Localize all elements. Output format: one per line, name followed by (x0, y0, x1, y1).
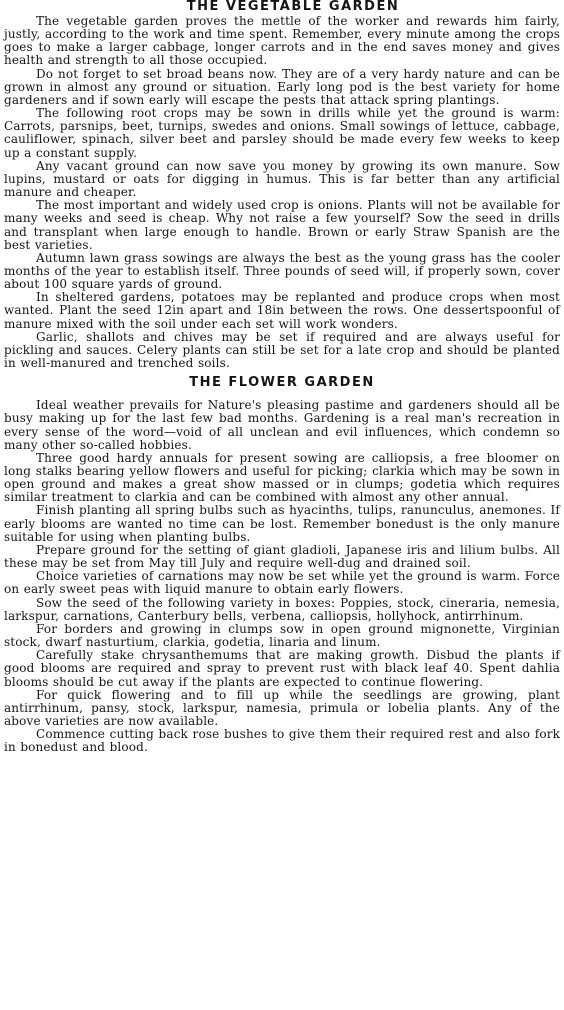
flower-paragraph: Sow the seed of the following variety in boxes: Poppies, stock, cineraria, nemesia, larkspur, carnations, Canterbury bells, verbena, calliopsis, hollyhock, antirrhinum. (4, 595, 560, 623)
newspaper-column (4, 0, 560, 754)
flower-paragraph: Choice varieties of carnations may now be set while yet the ground is warm. Force on early sweet peas with liquid manure to obtain early flowers. (4, 569, 560, 597)
flower-garden-section (4, 399, 560, 754)
vegetable-paragraph: Autumn lawn grass sowings are always the best as the young grass has the cooler months of the year to establish itself. Three pounds of seed will, if properly sown, cover about 100 square yards of ground. (4, 250, 560, 292)
vegetable-paragraph: The vegetable garden proves the mettle of the worker and rewards him fairly, justly, according to the work and time spent. Remember, every minute among the crops goes to make a larger cabbage, longer carrots and in the end saves money and gives health and strength to all those occupied. (4, 14, 560, 68)
flower-paragraph: Three good hardy annuals for present sowing are calliopsis, a free bloomer on long stalks bearing yellow flowers and useful for picking; clarkia which may be sown in open ground and makes a great show massed or in clumps; godetia which requires similar treatment to clarkia and can be combined with almost any other annual. (4, 450, 560, 505)
flower-garden-heading: THE FLOWER GARDEN (189, 375, 375, 391)
flower-paragraph: For quick flowering and to fill up while the seedlings are growing, plant antirrhinum, pansy, stock, larkspur, namesia, primula or lobelia plants. Any of the above varieties are now available. (4, 687, 560, 728)
flower-paragraph: Finish planting all spring bulbs such as hyacinths, tulips, ranunculus, anemones. If early blooms are wanted no time can be lost. Remember bonedust is the only manure suitable for using when planting bulbs. (4, 503, 560, 544)
vegetable-paragraph: The following root crops may be sown in drills while yet the ground is warm: Carrots, parsnips, beet, turnips, swedes and onions. Small sowings of lettuce, cabbage, cauliflower, spinach, silver beet and parsley should be made every few weeks to keep up a constant supply. (4, 106, 560, 160)
vegetable-paragraph: The most important and widely used crop is onions. Plants will not be available for many weeks and seed is cheap. Why not raise a few yourself? Sow the seed in drills and transplant when large enough to handle. Brown or early Straw Spanish are the best varieties. (4, 198, 560, 252)
vegetable-paragraph: In sheltered gardens, potatoes may be replanted and produce crops when most wanted. Plant the seed 12in apart and 18in between the rows. One dessertspoonful of manure mixed with the soil under each set will work wonders. (4, 290, 560, 331)
vegetable-garden-heading: THE VEGETABLE GARDEN (186, 0, 400, 14)
vegetable-paragraph: Do not forget to set broad beans now. They are of a very hardy nature and can be grown in almost any ground or situation. Early long pod is the best variety for home gardeners and if sown early will escape the pests that attack spring plantings. (4, 66, 560, 107)
flower-paragraph: For borders and growing in clumps sow in open ground mignonette, Virginian stock, dwarf nasturtium, clarkia, godetia, linaria and linum. (4, 621, 560, 650)
flower-paragraph: Prepare ground for the setting of giant gladioli, Japanese iris and lilium bulbs. All these may be set from May till July and require well-dug and drained soil. (4, 542, 560, 571)
flower-paragraph: Carefully stake chrysanthemums that are making growth. Disbud the plants if good blooms are required and spray to prevent rust with black leaf 40. Spent dahlia blooms should be cut away if the plants are expected to continue flowering. (4, 648, 560, 689)
flower-paragraph: Ideal weather prevails for Nature's pleasing pastime and gardeners should all be busy making up for the last few bad months. Gardening is a real man's recreation in every sense of the word—void of all unclean and evil influences, which condemn so many other so-called hobbies. (4, 398, 560, 452)
vegetable-garden-section (4, 15, 560, 370)
vegetable-paragraph: Any vacant ground can now save you money by growing its own manure. Sow lupins, mustard or oats for digging in humus. This is far better than any artificial manure and cheaper. (4, 158, 560, 200)
flower-paragraph: Commence cutting back rose bushes to give them their required rest and also fork in bonedust and blood. (4, 727, 560, 755)
vegetable-paragraph: Garlic, shallots and chives may be set if required and are always useful for pickling and sauces. Celery plants can still be set for a late crop and should be planted in well-manured and trenched soils. (4, 329, 560, 371)
